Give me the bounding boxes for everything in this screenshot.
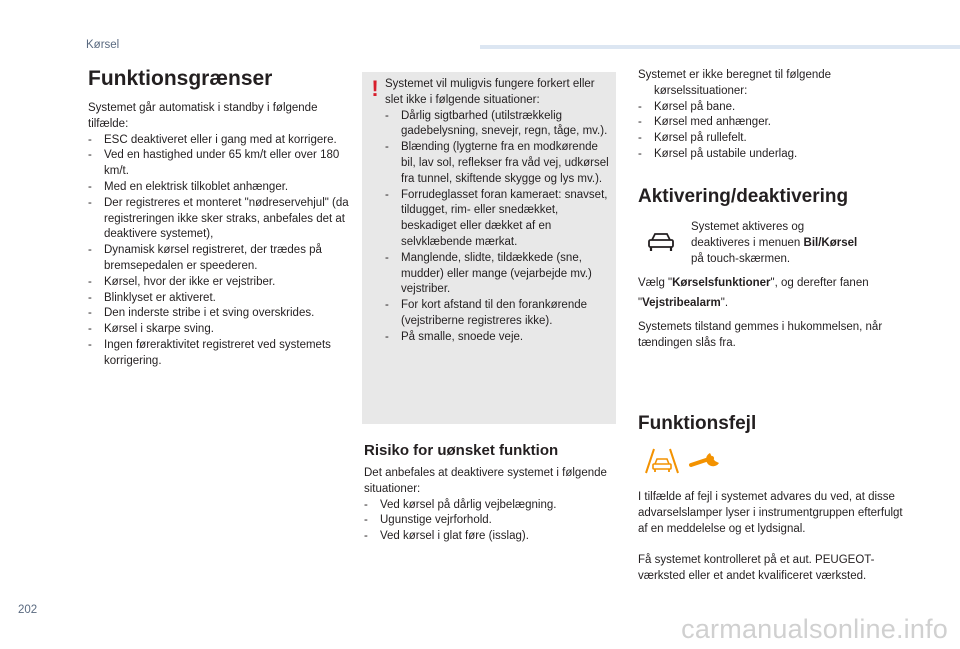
risiko-list <box>364 498 620 545</box>
header-divider <box>480 45 960 49</box>
menu-korselsfunktioner: Kørselsfunktioner <box>672 277 771 289</box>
aktivering-text-part: Systemet aktiveres og deaktiveres i menuen <box>691 221 805 249</box>
aktivering-text-part: på touch-skærmen. <box>691 252 791 265</box>
risiko-intro: Det anbefales at deaktivere systemet i følgende situationer: <box>364 467 607 495</box>
not-intended-intro: Systemet er ikke beregnet til følgende kørselssituationer: <box>638 69 832 97</box>
funktionsfejl-text-1: I tilfælde af fejl i systemet advares du ved, at disse advarselslamper lyser i instrumentgruppen efterfulgt af en meddelelse og et lydsignal. <box>638 491 903 535</box>
list-item: - Kørsel, hvor der ikke er vejstriber. <box>88 275 350 291</box>
list-item: - Kørsel på bane. <box>638 100 908 116</box>
menu-korsel: Kørsel <box>821 236 858 249</box>
list-item: - På smalle, snoede veje. <box>385 330 613 346</box>
list-item: - Manglende, slidte, tildækkede (sne, mudder) eller mange (vejarbejde mv.) vejstriber. <box>385 251 613 298</box>
warning-body <box>385 77 613 346</box>
funktionsgraenser-list <box>88 133 350 370</box>
list-item: - Ugunstige vejrforhold. <box>364 513 620 529</box>
heading-aktivering: Aktivering/deaktivering <box>638 186 849 207</box>
wrench-icon <box>688 449 722 471</box>
heading-risiko: Risiko for uønsket funktion <box>364 442 559 459</box>
warning-intro: Systemet vil muligvis fungere forkert eller slet ikke i følgende situationer: <box>385 78 595 106</box>
list-item: - For kort afstand til den forankørende (vejstriberne registreres ikke). <box>385 298 613 330</box>
list-item: - Blænding (lygterne fra en modkørende bil, lav sol, reflekser fra våd vej, udkørsel fra tunnel, skiftende skygge og lys mv.). <box>385 140 613 187</box>
lane-departure-warning-icon <box>644 447 680 475</box>
step-text: Vælg " <box>638 277 673 289</box>
list-item: - Ingen føreraktivitet registreret ved systemets korrigering. <box>88 338 350 370</box>
list-item: - Der registreres et monteret "nødreservehjul" (da registreringen ikke sker straks, anbefales det at deaktivere systemet), <box>88 196 350 243</box>
warning-list <box>385 109 613 346</box>
step-text: ". <box>720 297 729 309</box>
warning-icon: ! <box>371 76 379 101</box>
list-item: - ESC deaktiveret eller i gang med at korrigere. <box>88 133 350 149</box>
car-front-icon <box>646 231 676 253</box>
list-item: - Blinklyset er aktiveret. <box>88 291 350 307</box>
list-item: - Forrudeglasset foran kameraet: snavset, tildugget, rim- eller snedækket, beskadiget eller dækket af en selvklæbende mærkat. <box>385 188 613 251</box>
funktionsgraenser-intro: Systemet går automatisk i standby i følgende tilfælde: <box>88 102 318 130</box>
aktivering-step <box>638 276 908 292</box>
not-intended-body <box>638 68 908 163</box>
not-intended-list <box>638 100 908 163</box>
list-item: - Kørsel på ustabile underlag. <box>638 147 908 163</box>
aktivering-step-2 <box>638 296 908 312</box>
list-item: - Med en elektrisk tilkoblet anhænger. <box>88 180 350 196</box>
list-item: - Kørsel i skarpe sving. <box>88 322 350 338</box>
list-item: - Ved kørsel i glat føre (isslag). <box>364 529 620 545</box>
menu-bil: Bil <box>803 236 819 249</box>
page-number: 202 <box>18 604 38 616</box>
list-item: - Ved en hastighed under 65 km/t eller over 180 km/t. <box>88 148 350 180</box>
list-item: - Den inderste stribe i et sving overskrides. <box>88 306 350 322</box>
aktivering-memory: Systemets tilstand gemmes i hukommelsen, når tændingen slås fra. <box>638 321 883 349</box>
aktivering-text <box>691 220 863 267</box>
tab-vejstribealarm: Vejstribealarm <box>642 297 721 309</box>
funktionsfejl-text-2: Få systemet kontrolleret på et aut. PEUGEOT-værksted eller et andet kvalificeret værksted. <box>638 554 875 582</box>
list-item: - Kørsel på rullefelt. <box>638 131 908 147</box>
step-text: " <box>638 297 643 309</box>
funktionsgraenser-body <box>88 101 350 370</box>
risiko-body <box>364 466 620 545</box>
watermark: carmanualsonline.info <box>681 614 948 644</box>
list-item: - Dårlig sigtbarhed (utilstrækkelig gadebelysning, snevejr, regn, tåge, mv.). <box>385 109 613 141</box>
list-item: - Dynamisk kørsel registreret, der trædes på bremsepedalen er speederen. <box>88 243 350 275</box>
list-item: - Kørsel med anhænger. <box>638 115 908 131</box>
step-text: ", og derefter fanen <box>770 277 869 289</box>
heading-funktionsfejl: Funktionsfejl <box>638 413 757 434</box>
heading-funktionsgraenser: Funktionsgrænser <box>88 67 273 90</box>
menu-separator: / <box>818 236 822 249</box>
list-item: - Ved kørsel på dårlig vejbelægning. <box>364 498 620 514</box>
section-title: Kørsel <box>86 39 120 51</box>
